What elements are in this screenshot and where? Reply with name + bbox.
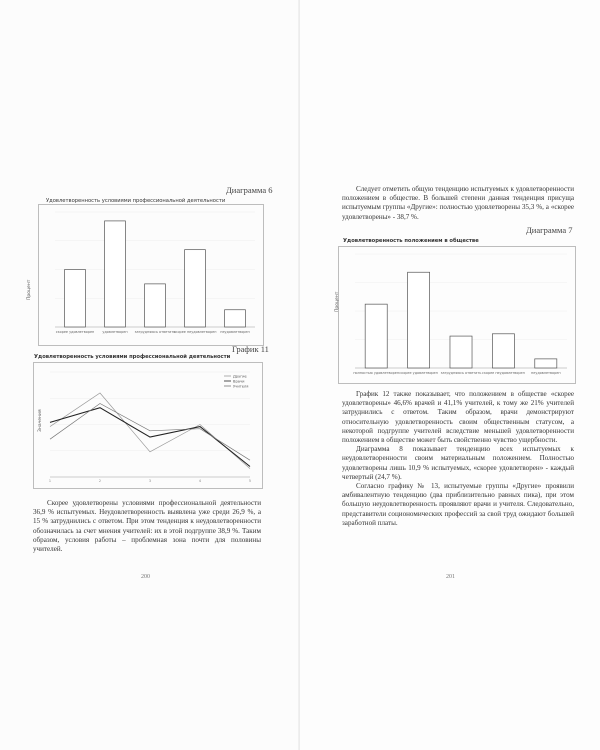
chart3-category-label-4: скорее неудовлетворен bbox=[481, 371, 525, 375]
graph11-caption: График 11 bbox=[232, 344, 269, 354]
right-page bbox=[300, 0, 600, 750]
chart3-category-label-3: затрудняюсь ответить bbox=[440, 371, 482, 375]
chart3-bar-4 bbox=[492, 334, 514, 368]
right-intro-text: Следует отметить общую тенденцию испытуемых к удовлетворенности положением в обществе. В большей степени данная тенденция присуща испытуемым группы «Другие»: полностью удовлетворены 35,3 %, а «скорее удовлетворены» - 38,7 %. bbox=[342, 185, 574, 221]
chart2-ylabel: Значения bbox=[38, 409, 43, 432]
chart2-series-2 bbox=[50, 408, 250, 467]
left-body-paragraph bbox=[33, 499, 261, 554]
chart2-legend-label-2: Врачи bbox=[233, 379, 245, 384]
chart3-bar-5 bbox=[535, 359, 557, 368]
chart3-category-label-1: полностью удовлетворен bbox=[353, 371, 400, 375]
chart1-ylabel: Процент bbox=[27, 279, 32, 300]
chart3-svg bbox=[300, 0, 600, 750]
chart3-bar-3 bbox=[450, 336, 472, 368]
chart3-category-label-2: скорее удовлетворен bbox=[399, 371, 438, 375]
chart1-category-label-3: затрудняюсь ответить bbox=[134, 330, 176, 334]
chart3-title: Удовлетворенность положением в обществе bbox=[343, 238, 479, 244]
chart2-tick-label-3: 3 bbox=[148, 479, 152, 483]
right-body-text-1: График 12 также показывает, что положением в обществе «скорее удовлетворены» 46,6% врачей и 41,1% учителей, к тому же 21% учителей затруднились с ответом. Таким образом, врачи демонстрируют относительную удовлетворенность своим общественным статусом, а некоторой подгруппе учителей вследствие меньшей удовлетворенности положением в обществе может быть свойственно чувство ущербности. bbox=[342, 390, 574, 445]
chart1-category-label-5: неудовлетворен bbox=[220, 330, 250, 334]
chart1-category-label-2: удовлетворен bbox=[102, 330, 128, 334]
left-body-text: Скорее удовлетворены условиями профессиональной деятельности 36,9 % испытуемых. Неудовлетворенность выявлена уже среди 26,9 %, а 15 % затруднились с ответом. При этом тенденция к неудовлетворенности обозначилась за счет мнения учителей: их в этой подгруппе 38,9 %. Таким образом, условия работы – проблемная зона почти для половины учителей. bbox=[33, 499, 261, 554]
diagram6-caption: Диаграмма 6 bbox=[226, 185, 273, 195]
chart2-legend-label-1: Другие bbox=[233, 374, 247, 379]
left-page-number: 200 bbox=[141, 574, 150, 580]
chart2-legend-label-3: Учителя bbox=[233, 384, 249, 389]
chart3-bar-2 bbox=[408, 272, 430, 368]
chart2-tick-label-1: 1 bbox=[48, 479, 52, 483]
chart2-title: Удовлетворенность условиями профессиональной деятельности bbox=[34, 354, 231, 360]
chart1-title: Удовлетворенность условиями профессиональной деятельности bbox=[46, 198, 226, 204]
chart2-tick-label-5: 5 bbox=[248, 479, 252, 483]
chart3-ylabel: Процент bbox=[335, 291, 340, 312]
chart3-category-label-5: неудовлетворен bbox=[531, 371, 561, 375]
chart2-tick-label-4: 4 bbox=[198, 479, 202, 483]
right-page-number: 201 bbox=[446, 574, 455, 580]
chart1-category-label-1: скорее удовлетворен bbox=[55, 330, 95, 334]
right-body-text-2: Диаграмма 8 показывает тенденцию всех испытуемых к неудовлетворенности своим материальным положением. Полностью удовлетворены лишь 10,9 % испытуемых, «скорее удовлетворен» - каждый четвертый (24,7 %). bbox=[342, 445, 574, 481]
diagram7-caption: Диаграмма 7 bbox=[526, 225, 573, 235]
right-body-text-3: Согласно графику № 13, испытуемые группы «Другие» проявили амбивалентную тенденцию (два приблизительно равных пика), при этом большую неудовлетворенность проявляют врачи и учителя. Следовательно, представители социономических профессий за свой труд ожидают большей заработной платы. bbox=[342, 482, 574, 527]
chart1-category-label-4: скорее неудовлетворен bbox=[173, 330, 217, 334]
chart3-bar-1 bbox=[365, 304, 387, 368]
chart2-tick-label-2: 2 bbox=[98, 479, 102, 483]
right-body-paragraph-1 bbox=[342, 390, 574, 528]
